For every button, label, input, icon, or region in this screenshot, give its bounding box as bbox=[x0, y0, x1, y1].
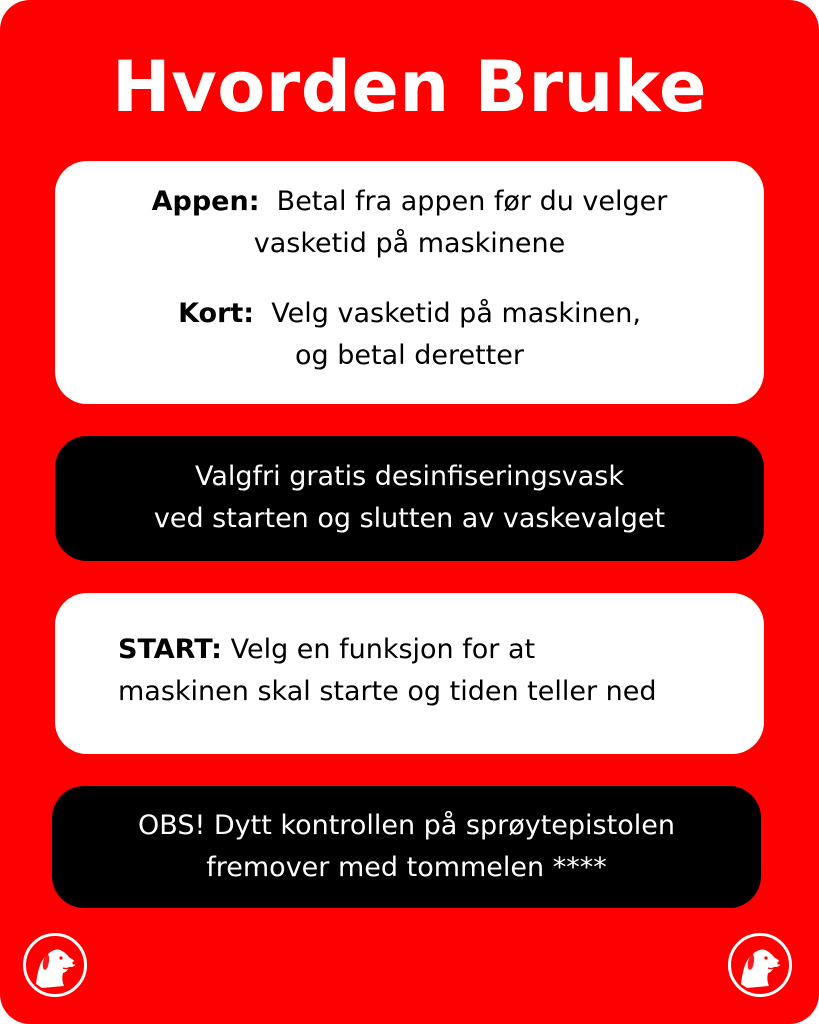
start-card bbox=[55, 593, 764, 754]
start-label: START: bbox=[118, 634, 222, 665]
card-line1: Velg vasketid på maskinen, bbox=[271, 298, 641, 329]
disinfection-card bbox=[55, 436, 764, 561]
app-line2: vasketid på maskinene bbox=[253, 228, 566, 259]
card-label: Kort: bbox=[178, 298, 255, 329]
dog-head-icon bbox=[728, 933, 792, 997]
payment-instructions bbox=[55, 181, 764, 377]
dog-head-icon bbox=[23, 933, 87, 997]
notice-card bbox=[52, 786, 761, 908]
notice-line2: fremover med tommelen **** bbox=[206, 852, 607, 883]
page-title: Hvorden Bruke bbox=[112, 46, 707, 128]
card-instruction bbox=[55, 293, 764, 377]
disinfection-line1: Valgfri gratis desinfiseringsvask bbox=[194, 461, 625, 492]
app-instruction bbox=[55, 181, 764, 265]
notice-line1: OBS! Dytt kontrollen på sprøytepistolen bbox=[138, 810, 675, 841]
payment-card bbox=[55, 161, 764, 404]
disinfection-line2: ved starten og slutten av vaskevalget bbox=[153, 503, 666, 534]
app-label: Appen: bbox=[151, 186, 260, 217]
app-line1: Betal fra appen før du velger bbox=[276, 186, 668, 217]
start-line1: Velg en funksjon for at bbox=[230, 634, 536, 665]
card-line2: og betal deretter bbox=[295, 340, 524, 371]
start-line2: maskinen skal starte og tiden teller ned bbox=[118, 676, 657, 707]
